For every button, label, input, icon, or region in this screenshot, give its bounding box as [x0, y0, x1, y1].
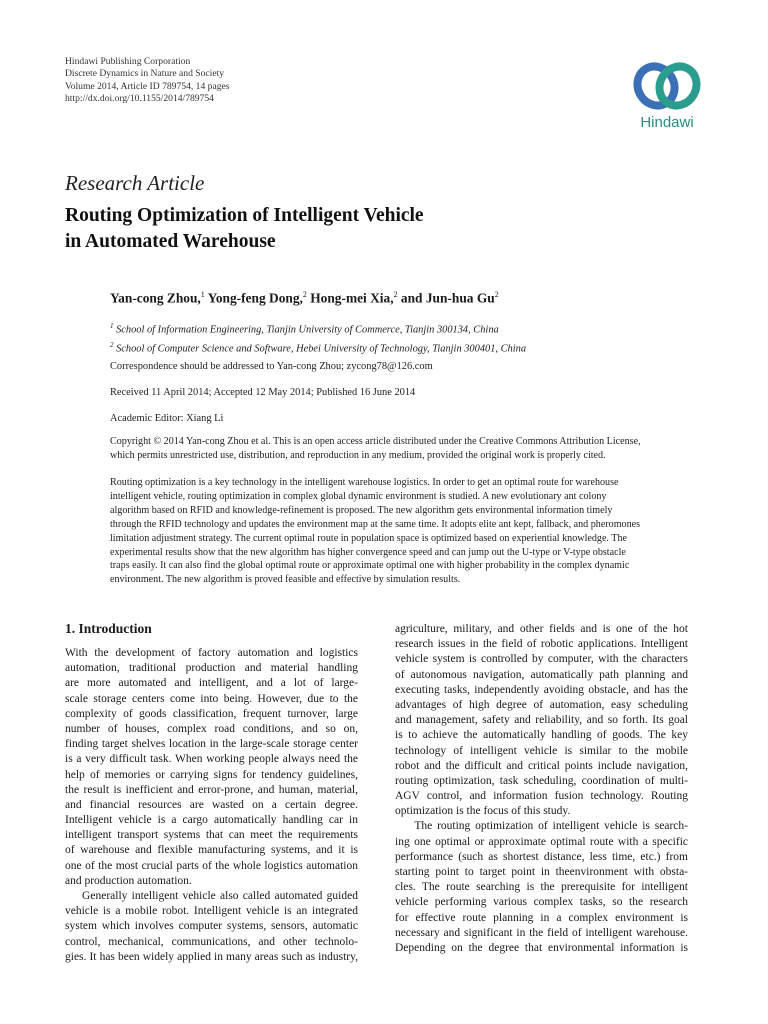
- body-line: of autonomous navigation, automatically path planning and: [395, 668, 688, 681]
- body-line: routing optimization, task scheduling, coordination of multi-: [395, 774, 688, 787]
- body-line: finding target shelves location in the large-scale storage center: [65, 738, 358, 751]
- body-line: performance (such as shortest distance, less time, etc.) from: [395, 850, 688, 863]
- body-line: and production automation.: [65, 874, 192, 887]
- body-line: of warehouse and flexible manufacturing systems, and it is: [65, 844, 358, 857]
- body-line: control, mechanical, communications, and other technolo-: [65, 935, 358, 948]
- abstract-line: environment. The new algorithm is proved feasible and effective by simulation results.: [110, 574, 461, 586]
- body-line: executing tasks, independently avoiding obstacle, and has the: [395, 683, 688, 696]
- body-line: gies. It has been widely applied in many areas such as industry,: [65, 950, 358, 963]
- body-line: and management, safety and reliability, and so forth. Its goal: [395, 714, 688, 727]
- body-line: and financial resources are wasted on a certain degree.: [65, 798, 358, 811]
- body-line: automation, traditional production and material handling: [65, 662, 358, 675]
- author-affil-mark: 2: [494, 290, 499, 299]
- body-line: robot and the difficult and critical points include navigation,: [395, 759, 688, 772]
- abstract-line: through the RFID technology and updates the environment map at the same time. It adopts elite ant kept, fallback, and pheromones: [110, 518, 641, 530]
- body-line: one of the most crucial parts of the whole logistics automation: [65, 859, 358, 872]
- author-name: and Jun-hua Gu: [397, 290, 495, 306]
- title-line: in Automated Warehouse: [65, 231, 276, 252]
- body-column-right: [395, 622, 688, 956]
- body-line: Depending on the degree that environmental information is: [395, 941, 688, 954]
- body-line: advantages of high degree of automation, easy scheduling: [395, 698, 688, 711]
- affil-mark: 2: [110, 341, 114, 350]
- body-line: the result is inefficient and error-prone, and human, material,: [65, 783, 358, 796]
- body-line: optimization is the focus of this study.: [395, 805, 571, 818]
- body-line: agriculture, military, and other fields and is one of the hot: [395, 623, 688, 635]
- hindawi-rings-icon: [630, 58, 704, 114]
- body-line: research issues in the field of robotic applications. Intelligent: [395, 638, 688, 651]
- academic-editor: Academic Editor: Xiang Li: [110, 413, 224, 424]
- body-line: are more automated and intelligent, and a lot of large-: [65, 677, 358, 690]
- author-name: Yong-feng Dong,: [204, 290, 303, 306]
- publication-dates: Received 11 April 2014; Accepted 12 May 2014; Published 16 June 2014: [110, 387, 416, 398]
- article-type: Research Article: [65, 171, 205, 195]
- body-line: complexity of goods classification, frequent turnover, large: [65, 707, 358, 720]
- body-column-left: [65, 646, 358, 965]
- body-line: help of memories or carrying signs for tendency guidelines,: [65, 768, 358, 781]
- body-line: scale storage centers come into being. However, due to the: [65, 692, 358, 705]
- abstract: [110, 476, 712, 587]
- abstract-line: algorithm based on RFID and knowledge-refinement is proposed. The new algorithm gets environmental information timely: [110, 504, 613, 516]
- body-line: is a very difficult task. When working people always need the: [65, 753, 358, 766]
- abstract-line: intelligent vehicle, routing optimization in complex global dynamic environment is studied. A new evolutionary ant colony: [110, 490, 607, 502]
- body-line: cles. The route searching is the prerequisite for intelligent: [395, 881, 688, 894]
- body-line: starting point to target point in theenvironment with obsta-: [395, 866, 688, 878]
- author-name: Yan-cong Zhou,: [110, 290, 201, 306]
- body-line: for effective route planning in a complex environment is: [395, 911, 688, 924]
- article-title: [65, 203, 424, 255]
- affil-mark: 1: [110, 322, 114, 330]
- affiliation: [110, 319, 526, 338]
- body-line: technology of intelligent vehicle is similar to the mobile: [395, 744, 688, 757]
- abstract-line: Routing optimization is a key technology in the intelligent warehouse logistics. In order to get an optimal route for warehouse: [110, 477, 619, 488]
- correspondence: Correspondence should be addressed to Yan-cong Zhou; zycong78@126.com: [110, 361, 433, 372]
- doi-link[interactable]: http://dx.doi.org/10.1155/2014/789754: [65, 92, 214, 104]
- author-affil-mark: 1: [200, 290, 205, 299]
- body-line: vehicle is a mobile robot. Intelligent vehicle is an integrated: [65, 905, 358, 918]
- body-line: necessary and significant in the field of intelligent warehouse.: [395, 926, 688, 939]
- author-affil-mark: 2: [302, 290, 307, 299]
- journal-name: Discrete Dynamics in Nature and Society: [65, 68, 225, 80]
- copyright-line: Copyright © 2014 Yan-cong Zhou et al. This is an open access article distributed under the Creative Commons Attribution License,: [110, 436, 641, 447]
- author-name: Hong-mei Xia,: [306, 290, 394, 306]
- affiliation: [110, 338, 526, 357]
- section-heading-introduction: 1. Introduction: [65, 621, 152, 636]
- abstract-line: limitation adjustment strategy. The current optimal route in population space is optimized based on experiential knowledge. The: [110, 532, 627, 544]
- body-line: AGV control, and information fusion technology. Routing: [395, 790, 688, 803]
- copyright-line: which permits unrestricted use, distribution, and reproduction in any medium, provided the original work is properly cited.: [110, 450, 606, 462]
- volume-info: Volume 2014, Article ID 789754, 14 pages: [65, 80, 230, 92]
- affiliations: [110, 319, 526, 358]
- body-line: intelligent transport systems that can meet the requirements: [65, 829, 358, 842]
- publisher-name: Hindawi Publishing Corporation: [65, 56, 191, 67]
- body-line: With the development of factory automation and logistics: [65, 647, 358, 659]
- copyright-notice: [110, 435, 710, 464]
- author-affil-mark: 2: [393, 290, 398, 299]
- hindawi-logo: [622, 58, 712, 134]
- body-line: is to achieve the automatically handling of goods. The key: [395, 729, 688, 742]
- body-line: Intelligent vehicle is a cargo automatically handling car in: [65, 814, 358, 827]
- body-line: vehicle performing various complex tasks, so the research: [395, 896, 688, 909]
- abstract-line: traps easily. It can also find the global optimal route or approximate optimal one with higher probability in the complex dynamic: [110, 560, 630, 572]
- author-list: [110, 290, 499, 306]
- journal-header: [65, 56, 230, 105]
- body-line: Generally intelligent vehicle also called automated guided: [65, 890, 358, 902]
- body-line: ing one optimal or approximate optimal route with a specific: [395, 835, 688, 848]
- body-line: number of houses, complex road conditions, and so on,: [65, 722, 358, 735]
- hindawi-logo-text: Hindawi: [640, 114, 694, 131]
- affiliation-text: School of Computer Science and Software, Hebei University of Technology, Tianjin 300401, China: [113, 343, 527, 355]
- body-line: vehicle system is controlled by computer, with the characters: [395, 653, 688, 666]
- abstract-line: experimental results show that the new algorithm has higher convergence speed and can jump out the U-type or V-type obstacle: [110, 546, 626, 558]
- body-line: The routing optimization of intelligent vehicle is search-: [395, 820, 688, 833]
- body-line: system which involves computer systems, sensors, automatic: [65, 920, 358, 933]
- title-line: Routing Optimization of Intelligent Vehicle: [65, 205, 424, 226]
- affiliation-text: School of Information Engineering, Tianjin University of Commerce, Tianjin 300134, China: [113, 324, 499, 336]
